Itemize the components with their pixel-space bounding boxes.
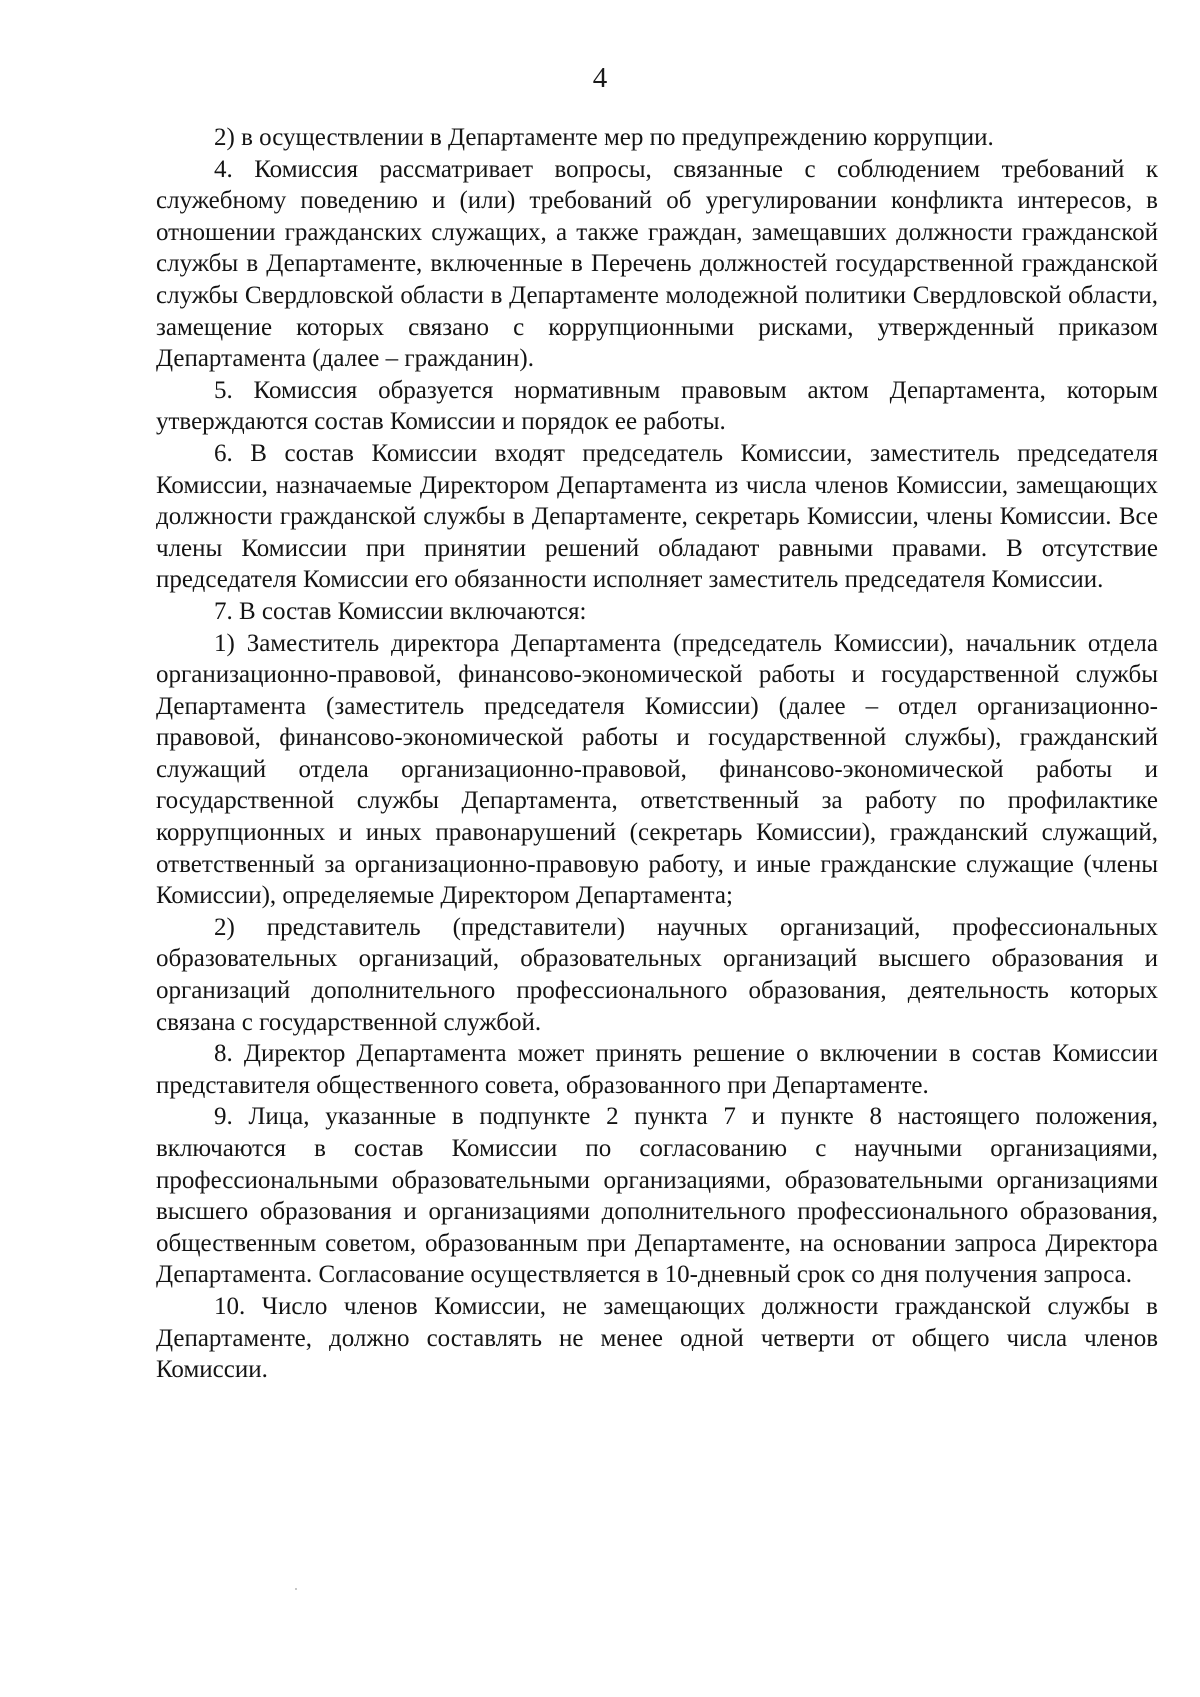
paragraph-7-subitem-2: 2) представитель (представители) научных организаций, профессиональных образовательных организаций, образовательных организаций высшего образования и организаций дополнительного профессионального образования, деятельность которых связана с государственной службой. (156, 913, 1158, 1036)
paragraph-10: 10. Число членов Комиссии, не замещающих должности гражданской службы в Департаменте, должно составлять не менее одной четверти от общего числа членов Комиссии. (156, 1292, 1158, 1384)
paragraph-9: 9. Лица, указанные в подпункте 2 пункта 7 и пункте 8 настоящего положения, включаются в состав Комиссии по согласованию с научными организациями, профессиональными образовательными организациями, образовательными организациями высшего образования и организациями дополнительного профессионального образования, общественным советом, образованным при Департаменте, на основании запроса Директора Департамента. Согласование осуществляется в 10-дневный срок со дня получения запроса. (156, 1103, 1158, 1289)
paragraph-7: 7. В состав Комиссии включаются: (214, 597, 587, 625)
paragraph-7-subitem-1: 1) Заместитель директора Департамента (председатель Комиссии), начальник отдела организационно-правовой, финансово-экономической работы и государственной службы Департамента (заместитель председателя Комиссии) (далее – отдел организационно-правовой, финансово-экономической работы и государственной службы), гражданский служащий отдела организационно-правовой, финансово-экономической работы и государственной службы Департамента, ответственный за работу по профилактике коррупционных и иных правонарушений (секретарь Комиссии), гражданский служащий, ответственный за организационно-правовую работу, и иные гражданские служащие (члены Комиссии), определяемые Директором Департамента; (156, 629, 1158, 910)
paragraph-6: 6. В состав Комиссии входят председатель Комиссии, заместитель председателя Комиссии, назначаемые Директором Департамента из числа членов Комиссии, замещающих должности гражданской службы в Департаменте, секретарь Комиссии, члены Комиссии. Все члены Комиссии при принятии решений обладают равными правами. В отсутствие председателя Комиссии его обязанности исполняет заместитель председателя Комиссии. (156, 439, 1158, 594)
paragraph-2-subitem: 2) в осуществлении в Департаменте мер по предупреждению коррупции. (214, 124, 994, 151)
paragraph-8: 8. Директор Департамента может принять решение о включении в состав Комиссии представителя общественного совета, образованного при Департаменте. (156, 1040, 1158, 1099)
scan-artifact (295, 1588, 297, 1590)
document-body (156, 122, 1158, 1386)
page-number: 4 (592, 62, 608, 94)
paragraph-5: 5. Комиссия образуется нормативным правовым актом Департамента, которым утверждаются состав Комиссии и порядок ее работы. (156, 376, 1158, 436)
paragraph-4: 4. Комиссия рассматривает вопросы, связанные с соблюдением требований к служебному поведению и (или) требований об урегулировании конфликта интересов, в отношении гражданских служащих, а также граждан, замещавших должности гражданской службы в Департаменте, включенные в Перечень должностей государственной гражданской службы Свердловской области в Департаменте молодежной политики Свердловской области, замещение которых связано с коррупционными рисками, утвержденный приказом Департамента (далее – гражданин). (156, 155, 1158, 373)
